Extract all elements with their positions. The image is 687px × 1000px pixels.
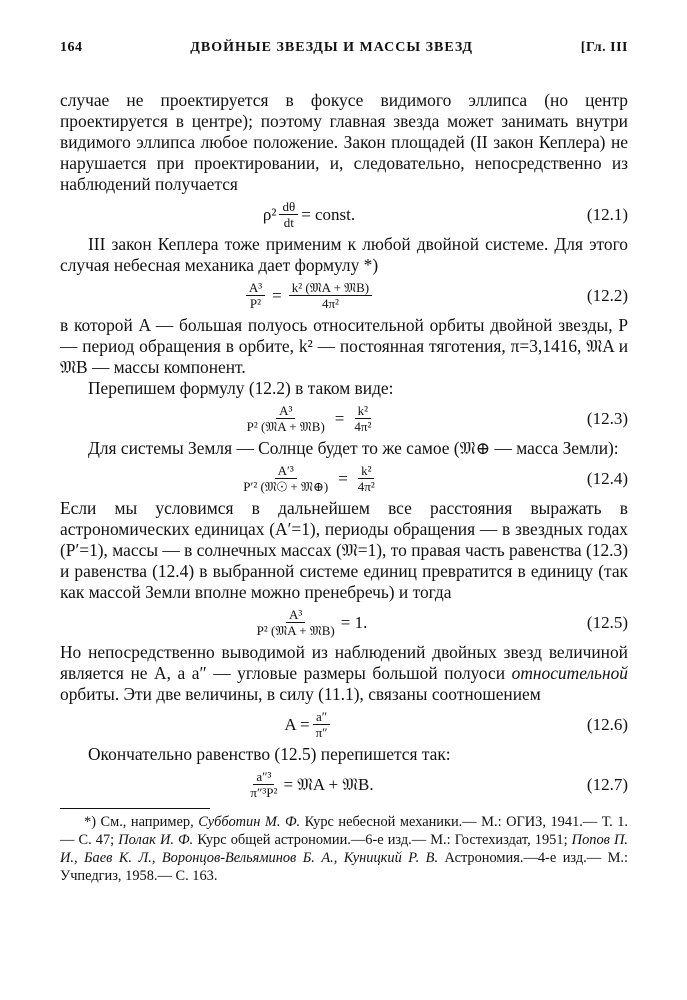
footnote-text-2: Курс небесной механики.— М.: ОГИЗ, 1941.— Т. 1.— С. 47; (60, 814, 628, 848)
fraction-lhs (240, 463, 331, 494)
footnote-author-3: Попов П. И., Баев К. Л., Воронцов-Вельяминов Б. А., Куницкий Р. В. (60, 832, 628, 866)
page-number: 164 (60, 40, 83, 55)
equation-12-2 (60, 280, 628, 311)
equation-12-7 (60, 769, 628, 800)
fraction (254, 607, 338, 638)
footnote (60, 813, 628, 885)
fraction (279, 199, 298, 230)
paragraph-5: Для системы Земля — Солнце будет то же самое (𝔐⊕ — масса Земли): (88, 438, 619, 458)
page (60, 40, 628, 885)
equation-number: (12.6) (586, 714, 628, 734)
numerator: A³ (276, 403, 295, 419)
denominator: P² (249, 296, 262, 311)
denominator: 4π² (321, 296, 339, 311)
denominator: P² (𝔐A + 𝔐B) (256, 623, 335, 638)
paragraph-4: Перепишем формулу (12.2) в таком виде: (88, 378, 394, 398)
equals-sign: = (338, 468, 348, 488)
footnote-author-1: Субботин М. Ф. (198, 814, 301, 830)
paragraph-3: в которой A — большая полуось относительной орбиты двойной звезды, P — период обращения в орбите, k² — постоянная тяготения, π=3,1416, 𝔐A и 𝔐B — массы компонент. (60, 315, 628, 377)
footnote-author-2: Полак И. Ф. (118, 832, 194, 848)
fraction-rhs (355, 463, 378, 494)
fraction-rhs (351, 403, 374, 434)
numerator: k² (358, 463, 374, 479)
eq-rhs: = const. (301, 204, 356, 224)
paragraph-7-part-a: Но непосредственно выводимой из наблюдений двойных звезд величиной является не A, а a″ — угловые размеры большой полуоси (60, 642, 628, 683)
equation-12-1 (60, 199, 628, 230)
equation-12-5 (60, 607, 628, 638)
chapter-label: [Гл. III (580, 40, 628, 55)
equation-number: (12.4) (586, 468, 628, 488)
equation-12-3 (60, 403, 628, 434)
footnote-text-3: Курс общей астрономии.—6-е изд.— М.: Гостехиздат, 1951; (193, 832, 572, 848)
equation-number: (12.5) (586, 612, 628, 632)
fraction (313, 709, 331, 740)
equation-number: (12.7) (586, 774, 628, 794)
equation-12-4 (60, 463, 628, 494)
eq-prefix: A = (284, 714, 310, 734)
fraction-lhs (244, 403, 328, 434)
denominator: π″³P² (250, 785, 278, 800)
numerator: dθ (279, 199, 298, 215)
denominator: P′² (𝔐☉ + 𝔐⊕) (243, 479, 329, 494)
fraction (247, 769, 280, 800)
numerator: A′³ (275, 463, 297, 479)
paragraph-7-part-b: орбиты. Эти две величины, в силу (11.1), связаны соотношением (60, 684, 541, 704)
equals-sign: = (334, 408, 345, 428)
equation-number: (12.3) (586, 408, 628, 428)
denominator: P² (𝔐A + 𝔐B) (246, 419, 325, 434)
numerator: k² (355, 403, 371, 419)
numerator: k² (𝔐A + 𝔐B) (289, 280, 372, 296)
equals-sign: = (272, 285, 282, 305)
numerator: A³ (286, 607, 305, 623)
paragraph-1: случае не проектируется в фокусе видимого эллипса (но центр проектируется в центре); поэтому главная звезда может занимать внутри видимого эллипса любое положение. Закон площадей (II закон Кеплера) не нарушается при проектировании, и, следовательно, непосредственно из наблюдений получается (60, 90, 628, 194)
paragraph-7 (60, 642, 628, 705)
running-header (60, 40, 628, 70)
eq-rhs: = 𝔐A + 𝔐B. (283, 774, 374, 794)
equation-number: (12.2) (586, 285, 628, 305)
numerator: A³ (246, 280, 265, 296)
footnote-text-4: Астрономия.—4-е изд.— М.: Учпедгиз, 1958.— С. 163. (60, 850, 628, 884)
equation-number: (12.1) (586, 204, 628, 224)
paragraph-8: Окончательно равенство (12.5) перепишется так: (88, 744, 451, 764)
paragraph-6: Если мы условимся в дальнейшем все расстояния выражать в астрономических единицах (A′=1), периоды обращения — в звездных годах (P′=1), массы — в солнечных массах (𝔐=1), то правая часть равенства (12.3) и равенства (12.4) в выбранной системе единиц превратится в единицу (так как массой Земли вполне можно пренебречь) и тогда (60, 498, 628, 602)
eq-rhs: = 1. (340, 612, 368, 632)
fraction-rhs (289, 280, 372, 311)
denominator: π″ (315, 725, 328, 740)
emphasis-word: относительной (511, 663, 628, 683)
fraction-lhs (246, 280, 265, 311)
denominator: 4π² (357, 479, 375, 494)
numerator: a″³ (253, 769, 274, 785)
numerator: a″ (313, 709, 330, 725)
equation-12-6 (60, 709, 628, 740)
denominator: dt (283, 215, 294, 230)
footnote-divider (60, 808, 210, 809)
denominator: 4π² (354, 419, 372, 434)
eq-prefix: ρ² (262, 204, 277, 224)
footnote-text-1: *) См., например, (84, 814, 199, 830)
chapter-title: ДВОЙНЫЕ ЗВЕЗДЫ И МАССЫ ЗВЕЗД (190, 40, 474, 55)
paragraph-2: III закон Кеплера тоже применим к любой двойной системе. Для этого случая небесная механика дает формулу *) (60, 234, 628, 275)
